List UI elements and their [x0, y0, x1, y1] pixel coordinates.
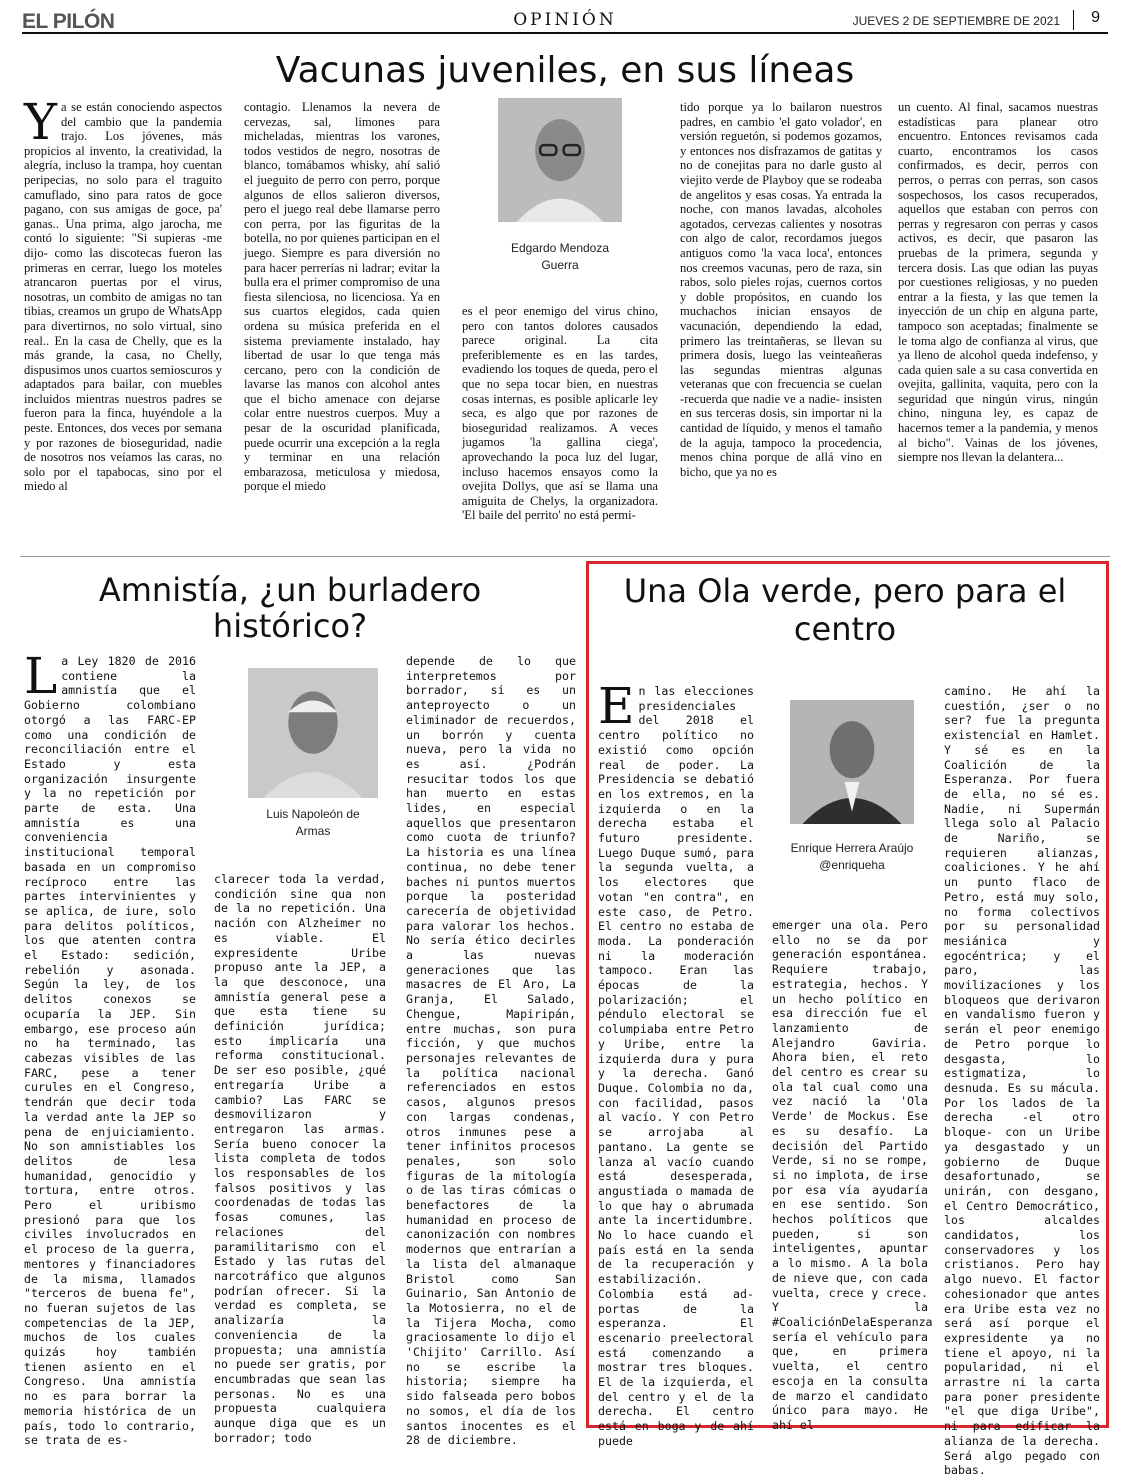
article1-author-name: Edgardo Mendoza	[510, 241, 610, 255]
article2-text-2: clarecer toda la verdad, condición sine qua non de la no repetición. Una nación con Alzheimer no es viable. El expresidente Uribe propuso ante la JEP, a la que desconoce, una amnistía general pese a que esta tiene su definición jurídica; esto implicaría una reforma constitucional. De ser eso posible, ¿qué entregaría Uribe a cambio? Las FARC se desmovilizaron y entregaron las armas. Sería bueno conocer la lista completa de todos los responsables de los falsos positivos y las coordenadas de todas las fosas comunes, las relaciones del paramilitarismo con el Estado y las rutas del narcotráfico que algunos podrían ofrecer. Si la verdad es completa, se analizaría la conveniencia de la propuesta; una amnistía no puede ser gratis, por encumbradas que sean las personas. No es una propuesta cualquiera aunque diga que es un borrador; todo	[214, 872, 386, 1445]
article1-column-1	[24, 93, 222, 555]
page-number: 9	[1091, 9, 1100, 26]
article3-text-3: camino. He ahí la cuestión, ¿ser o no ser? fue la pregunta existencial en Hamlet. Y sé es en la Coalición de la Esperanza. Por fuera de ella, no sé es. Nadie, ni Supermán llega solo al Palacio de Nariño, se requieren alianzas, coaliciones. Y he ahí un punto flaco de Petro, está muy solo, no forma colectivos por su personalidad mesiánica y egocéntrica; y el paro, las movilizaciones y los bloqueos que derivaron en vandalismo fueron y serán el peor enemigo de Petro porque lo desgasta, lo estigmatiza, lo desnuda. Es su mácula. Por los lados de la derecha -el otro bloque- con un Uribe ya desgastado y un gobierno de Duque desafortunado, se unirán, con desgano, el Centro Democrático, los alcaldes candidatos, los conservadores y los cristianos. Pero hay algo nuevo. El factor cohesionador que antes era Uribe esta vez no será así porque el expresidente ya no tiene el apoyo, ni la popularidad, ni el arrastre ni la carta para poner presidente "el que diga Uribe", ni para edificar la alianza de la derecha. Será algo pegado con babas.	[944, 684, 1100, 1478]
article2-column-1	[24, 647, 196, 1448]
article2-dropcap: L	[24, 647, 58, 705]
article1-column-5	[898, 100, 1098, 555]
newspaper-logo: EL PILÓN	[22, 10, 115, 33]
article3-author	[774, 840, 930, 874]
author-photo-mendoza	[498, 98, 622, 222]
article3-title: Una Ola verde, pero para el centro	[623, 572, 1067, 648]
article2-column-2	[214, 872, 386, 1445]
article1-text-3: es el peor enemigo del virus chino, pero con tantos dolores causados parece original. La cita preferiblemente es en las tardes, evadiendo los toques de queda, pero el que no sepa tocar bien, en nuestras cosas internas, es posible aplicarle ley seca, es algo que por razones de bioseguridad realizamos. A veces jugamos 'la gallina ciega', aprovechando la poca luz del lugar, incluso hacemos ensayos como la ovejita Dollys, que así se llama una amiguita de Chelys, la organizadora. 'El baile del perrito' no está permi-	[462, 304, 658, 523]
article1-title: Vacunas juveniles, en sus líneas	[275, 50, 855, 91]
article1-column-2	[244, 100, 440, 555]
author-photo-herrera	[790, 700, 914, 824]
section-divider	[20, 556, 1110, 557]
article3-dropcap: E	[598, 677, 635, 735]
article2-text-1: a Ley 1820 de 2016 contiene la amnistía que el Gobierno colombiano otorgó a las FARC-EP como una condición de reconciliación entre el Estado y esta organización insurgente y la no repetición por parte de esta. Una amnistía es una conveniencia institucional temporal basada en un compromiso recíproco entre las partes intervinientes y se aplica, de iure, solo para delitos políticos, los que atenten contra el Estado: sedición, rebelión y asonada. Según la ley, de los delitos conexos se ocuparía la JEP. Sin embargo, ese proceso aún no ha terminado, las cabezas visibles de las FARC, pese a tener curules en el Congreso, tendrán que decir toda la verdad ante la JEP so pena de enjuiciamiento. No son amnistiables los delitos de lesa humanidad, genocidio y tortura, entre otros. Pero el uribismo presionó para que los civiles involucrados en el proceso de la guerra, mentores y financiadores de la misma, llamados "terceros de buena fe", no fueran sujetos de las competencias de la JEP, muchos de los cuales quizás hoy también tienen asiento en el Congreso. Una amnistía no es para borrar la memoria histórica de un país, todo lo contrario, se trata de es-	[24, 654, 196, 1448]
article2-author	[232, 806, 394, 840]
article3-text-2: emerger una ola. Pero ello no se da por generación espontánea. Requiere trabajo, estrategia, hechos. Y un hecho político en esa dirección fue el lanzamiento de Alejandro Gaviria. Ahora bien, el reto del centro es crear su ola tal cual como una vez nació la 'Ola Verde' de Mockus. Ese es su desafío. La decisión del Partido Verde, si no se rompe, si no implota, de irse por esa vía ayudaría en ese sentido. Son hechos políticos que pueden, si son inteligentes, apuntar a lo mismo. A la bola de nieve que, con cada vuelta, crece y crece. Y la #CoaliciónDelaEsperanza sería el vehículo para que, en primera vuelta, el centro escoja en la consulta de marzo el candidato único para mayo. He ahí el	[772, 918, 933, 1432]
article2-text-3: depende de lo que interpretemos por borrador, si es un anteproyecto o un eliminador de recuerdos, un borrón y cuenta nueva, pero la vida no es así. ¿Podrán resucitar todos los que han muerto en estas lides, en especial aquellos que presentaron como cuota de triunfo? La historia es una línea continua, no debe tener baches ni puntos muertos porque la posteridad carecería de objetividad para valorar los hechos. No sería ético decirles a las nuevas generaciones que las masacres de El Aro, La Granja, El Salado, Chengue, Mapiripán, entre muchas, son pura ficción, y que muchos personajes relevantes de la política nacional referenciados en estos casos, algunos presos con largas condenas, otros inmunes pese a tener infinitos procesos penales, son solo figuras de la mitología o de las tiras cómicas o benefactores de la humanidad en proceso de canonización con nombres modernos que entrarían a la lista del almanaque Bristol como San Guinario, San Antonio de la Motosierra, no el de la Tijera Mocha, como graciosamente lo dijo el 'Chijito' Carrillo. Así no se escribe la historia; siempre ha sido falseada pero bobos no somos, el día de los santos inocentes es el 28 de diciembre.	[406, 654, 576, 1448]
article1-text-4: tido porque ya lo bailaron nuestros padres, en cambio 'el gato volador', en versión reguetón, si podemos gozamos, y entonces nos disfrazamos de gatitas y no de conejitas para no darle gusto al viejito verde de Playboy que se rodeaba de angelitos y esas cosas. Ya entrada la noche, con manos lavadas, alcoholes agotados, cervezas calientes y nosotras con algo de calor, recordamos juegos antiguos como 'la vaca loca', entonces nos creemos vacunas, pero de raza, sin rabos, solo pieles rojas, cuernos cortos y doble propósitos, en cuando los muchachos inician ensayos de vacunación, dependiendo la edad, primero las treintañeras, se llevan su primera dosis, luego las veinteañeras las segundas mientras algunas veteranas que con frecuencia se cuelan -recuerda que nadie ve a nadie- insisten en sus terceras dosis, sin importar ni la cantidad de líquido, y menos el tamaño de la aguja, tampoco la procedencia, menos china porque de allá vino en bicho, que ya no es	[680, 100, 882, 479]
article3-column-3	[944, 684, 1100, 1478]
article1-column-4	[680, 100, 882, 555]
author-photo-napoleon	[248, 668, 378, 798]
article1-column-3	[462, 304, 658, 555]
portrait-icon	[248, 668, 378, 798]
article3-column-2	[772, 918, 933, 1432]
article1-author	[488, 240, 632, 274]
article3-author-handle[interactable]: @enriqueha	[819, 858, 885, 872]
section-title: OPINIÓN	[513, 10, 617, 30]
article1-text-2: contagio. Llenamos la nevera de cervezas, sal, limones para micheladas, mientras los varones, todos vestidos de negro, nosotras de blanco, tomábamos whisky, ahí salió el jueguito de perro con perro, porque algunos de ellos salieron diversos, pero el juego real debe llamarse perro con perra, por las figuritas de la botella, no por quienes participan en el juego. Siempre es para diversión no para hacer perrerías ni ladrar; evitar la bulla era el primer compromiso de una fiesta silenciosa, no licenciosa. Ya en sus cuartos elegidos, cada quien ordena su música preferida en el sistema previamente instalado, hay libertad de usar lo que tenga más cercano, pero con la condición de lavarse las manos con alcohol antes que el bicho amenace con dejarse colar entre nuestros cuerpos. Muy a pesar de la oscuridad planificada, puede ocurrir una excepción a la regla y terminar en una relación embarazosa, meticulosa y miedosa, porque el miedo	[244, 100, 440, 494]
page-header	[22, 8, 1108, 34]
article2-author-surname: Armas	[295, 824, 331, 838]
article3-author-name: Enrique Herrera Araújo	[790, 841, 914, 855]
article2-column-3	[406, 654, 576, 1448]
issue-date: JUEVES 2 DE SEPTIEMBRE DE 2021	[852, 14, 1060, 28]
article1-author-surname: Guerra	[541, 258, 579, 272]
portrait-icon	[790, 700, 914, 824]
article1-text-1: a se están conociendo aspectos del cambio que la pandemia trajo. Los jóvenes, más propicios al invento, la creatividad, la alegría, incluso la trampa, hoy cuentan peripecias, no solo para el traguito camuflado, sino para ratos de goce pagano, con sus amigas de goce, pa' ganas.. Una prima, algo jarocha, me contó lo siguiente: "Si supieras -me dijo- como las discotecas fueron las primeras en cerrar, luego los moteles atrancaron puertas por el virus, nosotras, un combito de amigas no tan tibias, creamos un grupo de WhatsApp para divertirnos, no solo virtual, sino real.. En la casa de Chelly, que es la más grande, la casa, no Chelly, dispusimos unos cuartos semioscuros y adaptados para bailar, con muebles incluidos mientras nuestros padres se fueron para la finca, huyéndole a la peste. Entonces, dos veces por semana y por razones de bioseguridad, nadie de nosotros nos veíamos las caras, no solo por el tapabocas, sino por el miedo al	[24, 100, 222, 494]
article2-title: Amnistía, ¿un burladero histórico?	[98, 571, 482, 645]
article2-author-name: Luis Napoleón de	[266, 807, 360, 821]
portrait-icon	[498, 98, 622, 222]
header-separator	[1073, 10, 1074, 30]
article1-text-5: un cuento. Al final, sacamos nuestras estadísticas para planear otro encuentro. Entonces revisamos cada cuarto, encontramos los casos confirmados, es decir, perros con perros, o perras con perras, son casos sospechosos, los casos recuperados, aquellos que estaban con perros con perras y regresaron con perras y casos activos, es decir, que pasaron las pruebas de la primera, segunda y tercera dosis. Las que odian las puyas por cuestiones religiosas, y no pueden entrar a la fiesta, y las que temen la inyección de un chip en alguna parte, tampoco son aceptadas; finalmente se le toma algo de confianza al virus, que ya lleno de alcohol queda indefenso, y cada quien sale a su casa convertida en ovejita, gallinita, vaquita, pero con la seguridad que ningún virus, ningún chino, ninguna ley, es capaz de hacernos temer a la pandemia, y menos al bicho". Vainas de los jóvenes, siempre nos llevan la delantera...	[898, 100, 1098, 465]
article1-dropcap: Y	[24, 93, 58, 151]
article3-column-1	[598, 677, 754, 1448]
article3-text-1: n las elecciones presidenciales del 2018 el centro político no existió como opción real de poder. La Presidencia se debatió en los extremos, en la izquierda o en la derecha estaba el futuro presidente. Luego Duque sumó, para la segunda vuelta, a los electores que votan "en contra", en este caso, de Petro. El centro no estaba de moda. La ponderación ni la moderación tampoco. Eran las épocas de la polarización; el péndulo electoral se columpiaba entre Petro y Uribe, entre la izquierda dura y pura y la derecha. Ganó Duque. Colombia no da, con facilidad, pasos al vacío. Y con Petro se arrojaba al pantano. La gente se lanza al vacío cuando está desesperada, angustiada o mamada de lo que hay o abrumada ante la incertidumbre. No lo hace cuando el país está en la senda de la recuperación y estabilización. Colombia está ad-portas de la esperanza. El escenario preelectoral está comenzando a mostrar tres bloques. El de la izquierda, el del centro y el de la derecha. El centro está en boga y de ahí puede	[598, 684, 754, 1448]
